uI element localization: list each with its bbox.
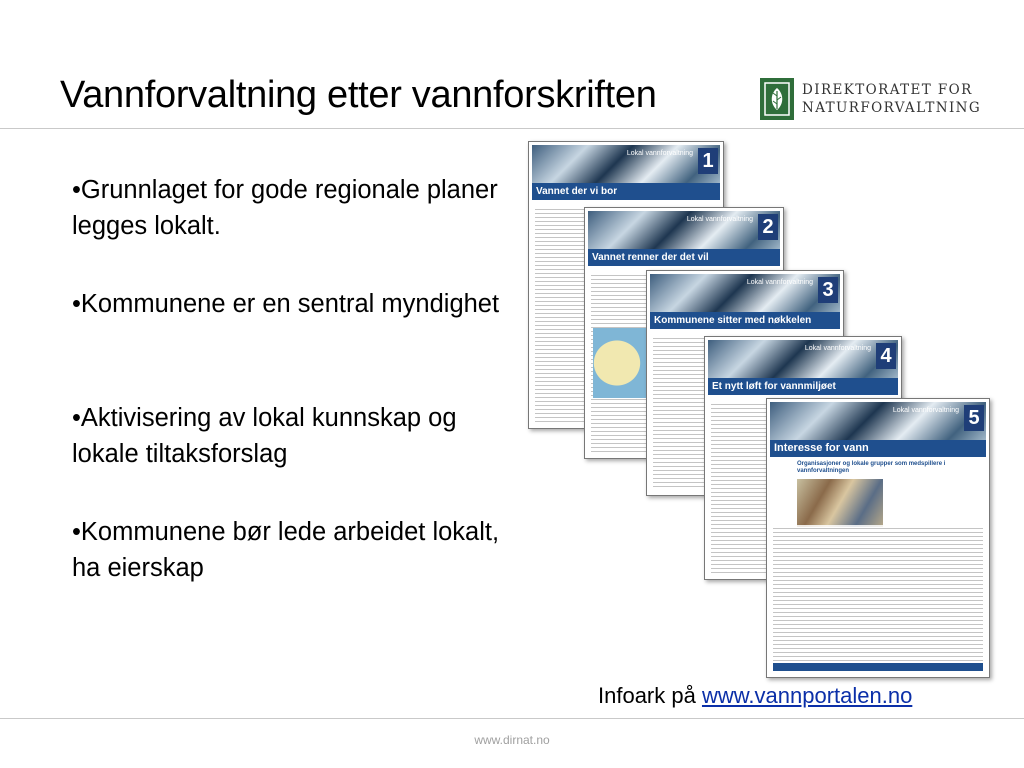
- sheet-number: 5: [964, 405, 984, 431]
- sheet-brand: Lokal vannforvaltning: [686, 216, 753, 223]
- sheet-brand: Lokal vannforvaltning: [626, 150, 693, 157]
- sheet-number: 2: [758, 214, 778, 240]
- sheet-title: Interesse for vann: [770, 440, 986, 457]
- logo-line-2: NATURFORVALTNING: [802, 100, 982, 116]
- sheet-title: Kommunene sitter med nøkkelen: [650, 312, 840, 329]
- logo: [760, 78, 982, 120]
- sheet-title: Vannet renner der det vil: [588, 249, 780, 266]
- bullet-item: •Grunnlaget for gode regionale planer legges lokalt.: [72, 176, 498, 240]
- sheet-brand: Lokal vannforvaltning: [804, 345, 871, 352]
- logo-line-1: DIREKTORATET FOR: [802, 82, 973, 98]
- people-photo: [797, 479, 883, 527]
- sheet-number: 3: [818, 277, 838, 303]
- title-divider: [0, 128, 1024, 129]
- leaf-emblem-icon: [760, 78, 794, 120]
- info-sheet-5: [766, 398, 990, 678]
- sheet-subtitle: Organisasjoner og lokale grupper som medspillere i vannforvaltningen: [797, 461, 946, 474]
- footer-url: www.dirnat.no: [474, 733, 550, 747]
- vannportalen-link[interactable]: www.vannportalen.no: [701, 683, 913, 708]
- sheet-number: 4: [876, 343, 896, 369]
- bullet-item: •Aktivisering av lokal kunnskap og lokale tiltaksforslag: [72, 404, 457, 468]
- slide-title: Vannforvaltning etter vannforskriften: [60, 74, 657, 116]
- caption-prefix: Infoark på: [598, 683, 696, 708]
- sheet-footer-strip: [773, 663, 983, 671]
- sheet-text-lines: [773, 525, 983, 671]
- bullet-item: •Kommunene bør lede arbeidet lokalt, ha eierskap: [72, 518, 500, 582]
- footer-divider: [0, 718, 1024, 719]
- bullet-item: •Kommunene er en sentral myndighet: [72, 290, 500, 318]
- sheet-brand: Lokal vannforvaltning: [892, 407, 959, 414]
- sheet-title: Et nytt løft for vannmiljøet: [708, 378, 898, 395]
- sheet-number: 1: [698, 148, 718, 174]
- sheet-brand: Lokal vannforvaltning: [746, 279, 813, 286]
- sheet-title: Vannet der vi bor: [532, 183, 720, 200]
- caption: [598, 683, 912, 709]
- map-image: [593, 328, 653, 398]
